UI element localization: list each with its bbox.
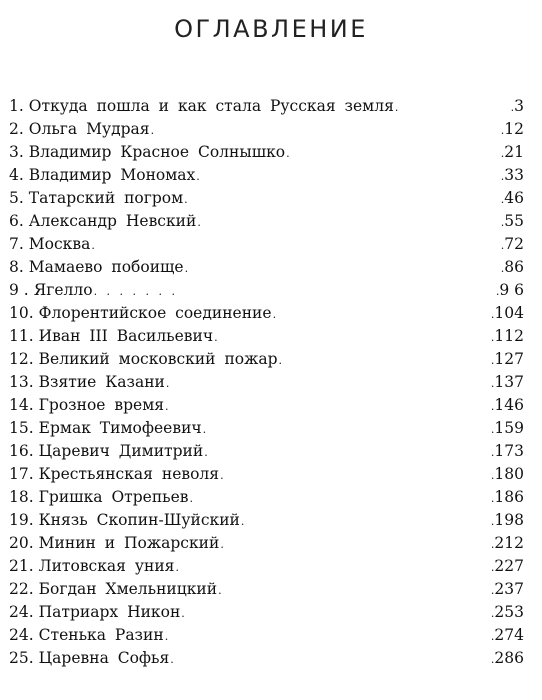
entry-title: Патриарх Никон <box>38 603 181 621</box>
entry-page-number: 21 <box>504 143 524 161</box>
entry-number: 21. <box>9 557 34 575</box>
toc-entry <box>9 348 524 371</box>
toc-entry <box>9 95 524 118</box>
entry-page-ref <box>491 509 524 533</box>
entry-title: Александр Невский <box>28 212 197 230</box>
entry-page-number: 137 <box>494 373 524 391</box>
entry-leader-dots: . <box>214 331 221 344</box>
entry-title: Иван III Васильевич <box>38 327 214 345</box>
page-leader-dot: . <box>490 630 495 643</box>
entry-page-number: 127 <box>494 350 524 368</box>
toc-entry <box>9 141 524 164</box>
toc-entry <box>9 532 524 555</box>
entry-page-number: 86 <box>504 258 524 276</box>
entry-number: 20. <box>9 534 34 552</box>
page-leader-dot: . <box>490 308 495 321</box>
page-leader-dot: . <box>490 492 495 505</box>
page-leader-dot: . <box>495 285 500 298</box>
entry-page-ref <box>501 210 524 234</box>
entry-page-number: 55 <box>504 212 524 230</box>
entry-number: 11. <box>9 327 34 345</box>
page-leader-dot: . <box>490 515 495 528</box>
entry-leader-dots: . <box>197 216 204 229</box>
entry-page-number: 180 <box>494 465 524 483</box>
entry-page-number: 112 <box>494 327 524 345</box>
entry-page-number: 173 <box>494 442 524 460</box>
entry-title: Грозное время <box>38 396 165 414</box>
entry-leader-dots: . <box>204 446 211 459</box>
entry-page-ref <box>491 624 524 648</box>
entry-page-number: 237 <box>494 580 524 598</box>
entry-number: 17. <box>9 465 34 483</box>
entry-page-ref <box>501 164 524 188</box>
entry-number: 13. <box>9 373 34 391</box>
entry-leader-dots: . <box>202 423 210 436</box>
entry-number: 12. <box>9 350 34 368</box>
entry-page-number: 12 <box>504 120 524 138</box>
entry-number: 14. <box>9 396 34 414</box>
entry-title: Царевич Димитрий <box>38 442 204 460</box>
entry-page-ref <box>491 486 524 510</box>
page-leader-dot: . <box>490 331 495 344</box>
toc-entry <box>9 647 524 670</box>
entry-number: 24. <box>9 603 34 621</box>
entry-page-number: 227 <box>494 557 524 575</box>
entry-leader-dots: . <box>220 538 227 551</box>
entry-title: Крестьянская неволя <box>38 465 220 483</box>
toc-entry <box>9 578 524 601</box>
table-of-contents <box>9 95 524 670</box>
toc-entry <box>9 394 524 417</box>
entry-leader-dots: . <box>394 101 402 114</box>
toc-entry <box>9 371 524 394</box>
entry-number: 3. <box>9 143 24 161</box>
entry-page-number: 159 <box>494 419 524 437</box>
entry-leader-dots: . <box>278 354 286 367</box>
page-leader-dot: . <box>490 584 495 597</box>
entry-number: 2. <box>9 120 24 138</box>
entry-title: Богдан Хмельницкий <box>38 580 218 598</box>
entry-leader-dots: . <box>165 400 172 413</box>
entry-page-number: 33 <box>504 166 524 184</box>
page-leader-dot: . <box>490 354 495 367</box>
entry-page-ref <box>501 141 524 165</box>
entry-number: 18. <box>9 488 34 506</box>
entry-leader-dots: . <box>164 630 172 643</box>
entry-page-number: 72 <box>504 235 524 253</box>
entry-page-ref <box>501 187 524 211</box>
entry-number: 7. <box>9 235 24 253</box>
page-leader-dot: . <box>500 262 505 275</box>
toc-entry <box>9 233 524 256</box>
entry-page-number: 274 <box>494 626 524 644</box>
entry-leader-dots: . <box>196 170 203 183</box>
entry-page-ref <box>491 325 524 349</box>
toc-entry <box>9 601 524 624</box>
entry-title: Ольга Мудрая <box>28 120 150 138</box>
toc-entry <box>9 164 524 187</box>
entry-page-ref <box>491 302 524 326</box>
page-leader-dot: . <box>500 170 505 183</box>
entry-leader-dots: . <box>220 469 227 482</box>
entry-page-ref <box>491 555 524 579</box>
entry-number: 4. <box>9 166 24 184</box>
entry-page-number: 198 <box>494 511 524 529</box>
entry-leader-dots: . <box>170 653 177 666</box>
entry-title: Татарский погром <box>28 189 184 207</box>
entry-leader-dots: . <box>184 193 191 206</box>
entry-title: Ермак Тимофеевич <box>38 419 202 437</box>
entry-title: Владимир Красное Солнышко <box>28 143 286 161</box>
page-title: ОГЛАВЛЕНИЕ <box>174 15 368 43</box>
entry-leader-dots: . <box>181 607 188 620</box>
toc-entry <box>9 509 524 532</box>
entry-title: Ягелло <box>33 281 93 299</box>
entry-page-ref <box>491 394 524 418</box>
entry-page-ref <box>501 233 524 257</box>
entry-title: Взятие Казани <box>38 373 165 391</box>
entry-title: Владимир Мономах <box>28 166 196 184</box>
entry-page-ref <box>491 647 524 671</box>
entry-title: Царевна Софья <box>38 649 170 667</box>
entry-leader-dots: . <box>286 147 293 160</box>
page-leader-dot: . <box>500 216 505 229</box>
entry-leader-dots: . <box>165 377 173 390</box>
entry-leader-dots: . <box>189 492 196 505</box>
toc-entry <box>9 486 524 509</box>
entry-number: 5. <box>9 189 24 207</box>
page-leader-dot: . <box>490 607 495 620</box>
entry-leader-dots: . <box>150 124 158 137</box>
entry-page-ref <box>501 118 524 142</box>
toc-entry <box>9 555 524 578</box>
entry-title: Литовская уния <box>38 557 175 575</box>
toc-entry <box>9 256 524 279</box>
toc-entry <box>9 302 524 325</box>
entry-page-ref <box>491 348 524 372</box>
entry-title: Князь Скопин-Шуйский <box>38 511 240 529</box>
entry-number: 24. <box>9 626 34 644</box>
page-leader-dot: . <box>510 101 515 114</box>
entry-number: 16. <box>9 442 34 460</box>
entry-leader-dots: . <box>184 262 192 275</box>
toc-entry <box>9 279 524 302</box>
entry-number: 15. <box>9 419 34 437</box>
entry-number: 10. <box>9 304 34 322</box>
entry-page-number: 104 <box>494 304 524 322</box>
toc-entry <box>9 325 524 348</box>
toc-entry <box>9 210 524 233</box>
page-leader-dot: . <box>500 124 505 137</box>
entry-title: Мамаево побоище <box>28 258 184 276</box>
page-leader-dot: . <box>490 469 495 482</box>
entry-leader-dots: . <box>91 239 98 252</box>
entry-title: Откуда пошла и как стала Русская земля <box>28 97 394 115</box>
page-leader-dot: . <box>490 538 495 551</box>
entry-page-ref <box>491 601 524 625</box>
entry-page-number: 9 6 <box>499 281 524 299</box>
entry-page-ref <box>501 256 524 280</box>
entry-number: 8. <box>9 258 24 276</box>
page-leader-dot: . <box>490 400 495 413</box>
entry-number: 1. <box>9 97 24 115</box>
entry-leader-dots: . <box>272 308 280 321</box>
entry-page-number: 186 <box>494 488 524 506</box>
page-leader-dot: . <box>490 377 495 390</box>
toc-entry <box>9 417 524 440</box>
entry-title: Минин и Пожарский <box>38 534 220 552</box>
entry-number: 25. <box>9 649 34 667</box>
entry-number: 19. <box>9 511 34 529</box>
entry-number: 9 . <box>9 281 29 299</box>
toc-entry <box>9 118 524 141</box>
page-leader-dot: . <box>490 653 495 666</box>
entry-page-ref <box>511 95 524 119</box>
entry-page-number: 286 <box>494 649 524 667</box>
entry-page-number: 3 <box>514 97 524 115</box>
entry-page-ref <box>491 440 524 464</box>
page-leader-dot: . <box>490 423 495 436</box>
page-leader-dot: . <box>490 561 495 574</box>
entry-leader-dots: . . . . . . . <box>93 285 179 298</box>
entry-title: Москва <box>28 235 91 253</box>
entry-page-ref <box>491 578 524 602</box>
entry-title: Флорентийское соединение <box>38 304 272 322</box>
entry-page-number: 253 <box>494 603 524 621</box>
entry-leader-dots: . <box>175 561 182 574</box>
toc-entry <box>9 624 524 647</box>
entry-page-ref <box>496 279 524 303</box>
page-leader-dot: . <box>500 239 505 252</box>
entry-number: 6. <box>9 212 24 230</box>
entry-leader-dots: . <box>218 584 225 597</box>
entry-page-number: 46 <box>504 189 524 207</box>
toc-entry <box>9 463 524 486</box>
entry-page-ref <box>491 371 524 395</box>
entry-page-number: 146 <box>494 396 524 414</box>
entry-page-ref <box>491 532 524 556</box>
entry-title: Великий московский пожар <box>38 350 278 368</box>
entry-page-ref <box>491 417 524 441</box>
entry-title: Стенька Разин <box>38 626 164 644</box>
entry-leader-dots: . <box>240 515 248 528</box>
entry-page-number: 212 <box>494 534 524 552</box>
page-leader-dot: . <box>500 147 505 160</box>
entry-number: 22. <box>9 580 34 598</box>
page-leader-dot: . <box>490 446 495 459</box>
page-leader-dot: . <box>500 193 505 206</box>
toc-entry <box>9 440 524 463</box>
entry-page-ref <box>491 463 524 487</box>
toc-entry <box>9 187 524 210</box>
entry-title: Гришка Отрепьев <box>38 488 189 506</box>
